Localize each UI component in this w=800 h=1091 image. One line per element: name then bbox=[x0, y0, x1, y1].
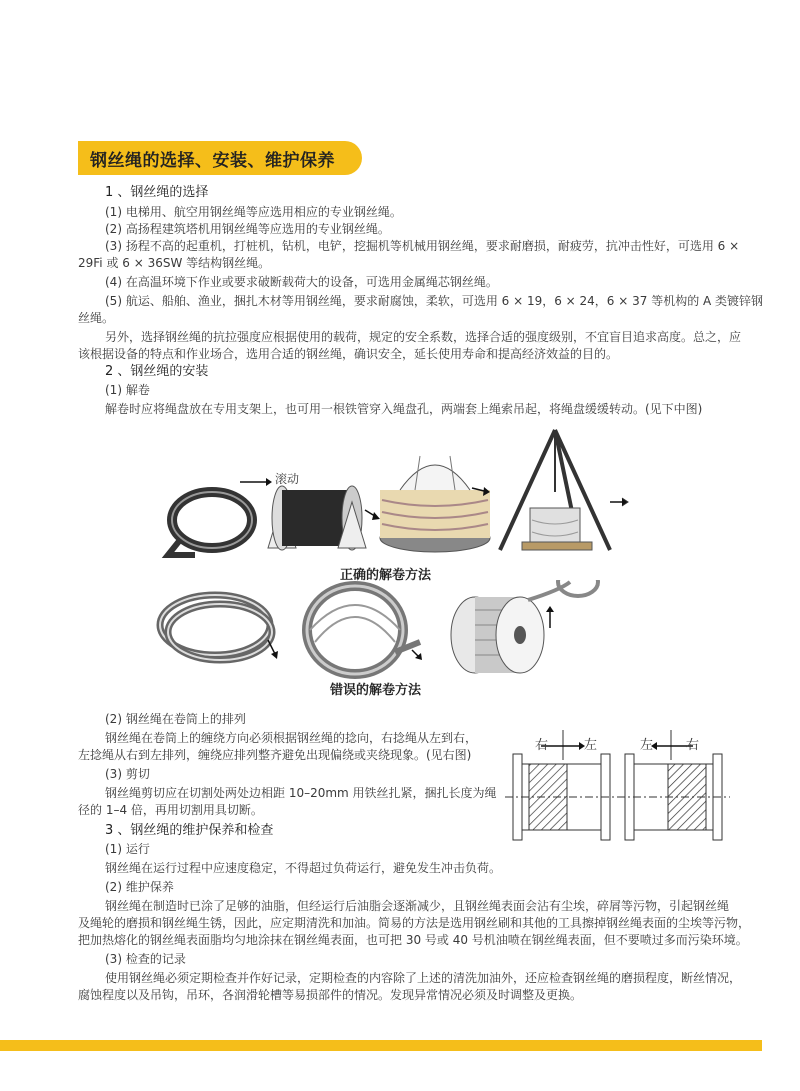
tripod-icon bbox=[500, 430, 628, 550]
drum1-right-label: 左 bbox=[584, 738, 598, 753]
paragraph: 钢丝绳剪切应在切割处两处边相距 10–20mm 用铁丝扎紧，捆扎长度为绳 bbox=[105, 786, 497, 800]
section-1-heading: 1 、钢丝绳的选择 bbox=[105, 185, 209, 200]
paragraph: (1) 电梯用、航空用钢丝绳等应选用相应的专业钢丝绳。 bbox=[105, 205, 402, 219]
wrong-caption: 错误的解卷方法 bbox=[330, 683, 422, 698]
wrong-unwinding-illustration bbox=[150, 580, 610, 680]
drum2-left-label: 左 bbox=[640, 738, 654, 753]
correct-caption: 正确的解卷方法 bbox=[340, 568, 432, 583]
footer-bar bbox=[0, 1040, 762, 1051]
paragraph: 钢丝绳在运行过程中应速度稳定，不得超过负荷运行，避免发生冲击负荷。 bbox=[105, 861, 502, 875]
paragraph: 及绳轮的磨损和钢丝绳生锈，因此，应定期清洗和加油。简易的方法是选用钢丝刷和其他的工具擦掉钢丝绳表面的尘埃等污物， bbox=[78, 916, 751, 930]
paragraph: 丝绳。 bbox=[78, 311, 115, 325]
drum1-left-label: 右 bbox=[535, 738, 549, 753]
correct-unwinding-illustration bbox=[160, 420, 640, 580]
roll-label: 滚动 bbox=[275, 472, 300, 486]
standing-coil-icon bbox=[307, 586, 422, 674]
paragraph: 左捻绳从右到左排列，缠绕应排列整齐避免出现偏绕或夹绕现象。(见右图) bbox=[78, 748, 472, 762]
paragraph: (2) 高扬程建筑塔机用钢丝绳等应选用的专业钢丝绳。 bbox=[105, 222, 390, 236]
paragraph: (3) 扬程不高的起重机，打桩机，钻机，电铲，挖掘机等机械用钢丝绳，要求耐磨损，耐疲劳，抗冲击性好，可选用 6 × bbox=[105, 239, 740, 253]
section-3-heading: 3 、钢丝绳的维护保养和检查 bbox=[105, 823, 274, 838]
paragraph: 该根据设备的特点和作业场合，选用合适的钢丝绳，确识安全，延长使用寿命和提高经济效益的目的。 bbox=[78, 347, 619, 361]
coil-icon bbox=[168, 492, 252, 555]
drum2-right-label: 右 bbox=[686, 738, 700, 753]
paragraph: 径的 1–4 倍，再用切割用具切断。 bbox=[78, 803, 263, 817]
drum-left-lay-icon bbox=[617, 730, 730, 840]
paragraph: 把加热熔化的钢丝绳表面脂均匀地涂抹在钢丝绳表面，也可把 30 号或 40 号机油喷在钢丝绳表面，但不要喷过多而污染环境。 bbox=[78, 933, 748, 947]
subheading: (1) 运行 bbox=[105, 842, 150, 856]
paragraph: 另外，选择钢丝绳的抗拉强度应根据使用的载荷，规定的安全系数，选择合适的强度级别，不宜盲目追求高度。总之，应 bbox=[105, 330, 742, 344]
paragraph: (4) 在高温环境下作业或要求破断载荷大的设备，可选用金属绳芯钢丝绳。 bbox=[105, 275, 498, 289]
subheading: (3) 检查的记录 bbox=[105, 952, 186, 966]
subheading: (1) 解卷 bbox=[105, 383, 150, 397]
paragraph: 钢丝绳在卷筒上的缠绕方向必须根据钢丝绳的捻向，右捻绳从左到右， bbox=[105, 731, 478, 745]
subheading: (2) 钢丝绳在卷筒上的排列 bbox=[105, 712, 246, 726]
paragraph: 29Fi 或 6 × 36SW 等结构钢丝绳。 bbox=[78, 256, 271, 270]
flat-reel-icon bbox=[451, 580, 598, 673]
page-title: 钢丝绳的选择、安装、维护保养 bbox=[90, 151, 335, 171]
subheading: (2) 维护保养 bbox=[105, 880, 174, 894]
paragraph: 解卷时应将绳盘放在专用支架上，也可用一根铁管穿入绳盘孔，两端套上绳索吊起，将绳盘缓缓转动。(见下中图) bbox=[105, 402, 703, 416]
paragraph: (5) 航运、船舶、渔业，捆扎木材等用钢丝绳，要求耐腐蚀，柔软，可选用 6 × 19，6 × 24，6 × 37 等机构的 A 类镀锌钢 bbox=[105, 294, 764, 308]
loose-coil-icon bbox=[160, 595, 278, 660]
section-2-heading: 2 、钢丝绳的安装 bbox=[105, 364, 209, 379]
reel-stand-icon bbox=[268, 486, 380, 550]
paragraph: 使用钢丝绳必须定期检查并作好记录，定期检查的内容除了上述的清洗加油外，还应检查钢丝绳的磨损程度，断丝情况， bbox=[105, 971, 742, 985]
drum-right-lay-icon bbox=[505, 730, 618, 840]
paragraph: 腐蚀程度以及吊钩，吊环，各润滑轮槽等易损部件的情况。发现异常情况必须及时调整及更换。 bbox=[78, 988, 583, 1002]
cage-coil-icon bbox=[380, 456, 490, 552]
paragraph: 钢丝绳在制造时已涂了足够的油脂，但经运行后油脂会逐渐减少，且钢丝绳表面会沾有尘埃，碎屑等污物，引起钢丝绳 bbox=[105, 899, 730, 913]
subheading: (3) 剪切 bbox=[105, 767, 150, 781]
